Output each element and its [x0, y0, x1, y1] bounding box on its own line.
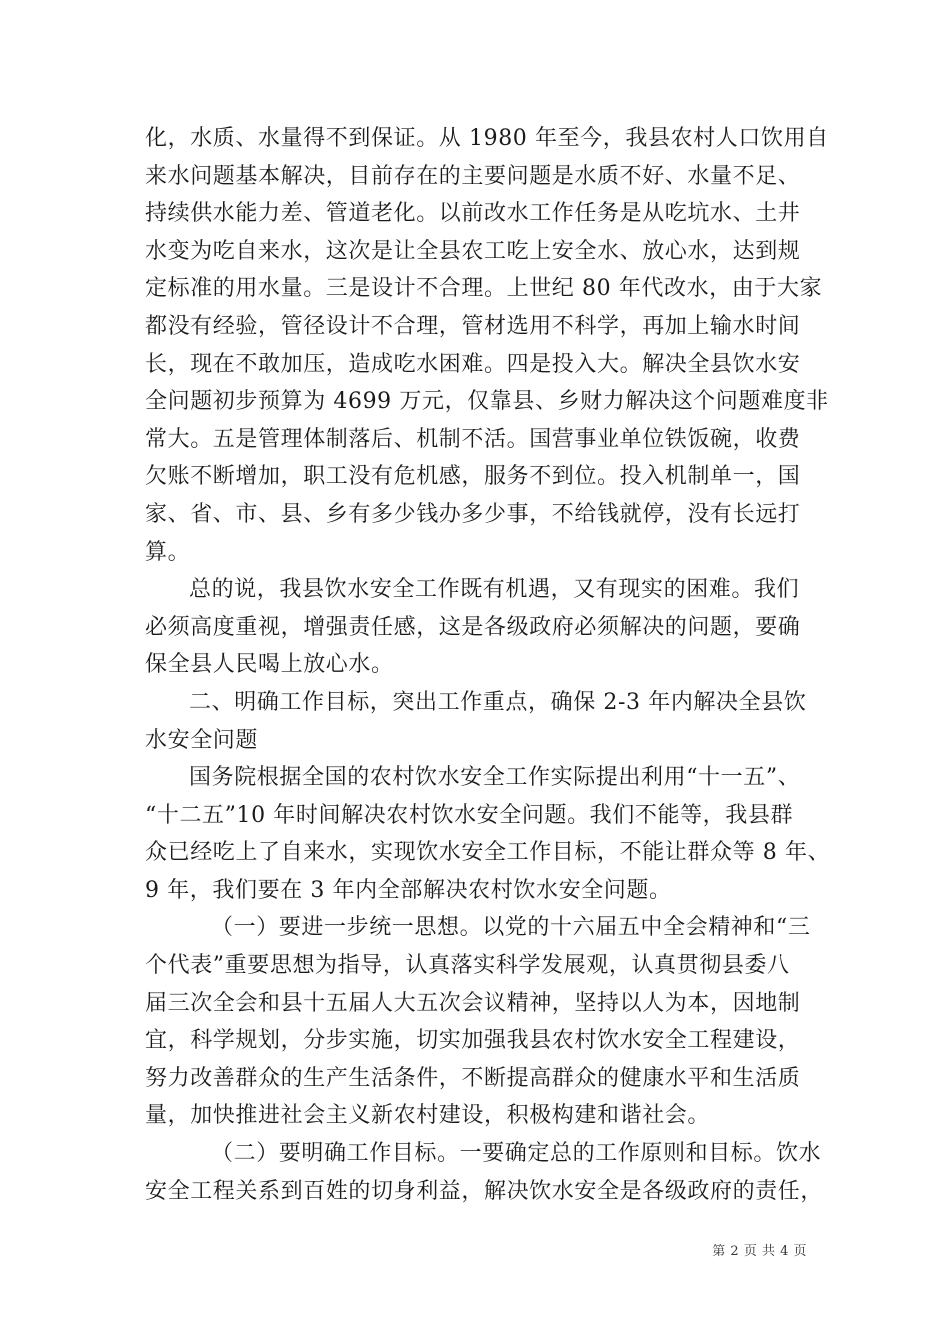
- page-indicator: 第 2 页 共 4 页: [712, 1244, 807, 1259]
- text-line: “十二五”10 年时间解决农村饮水安全问题。我们不能等，我县群: [145, 802, 794, 828]
- paragraph-start: 国务院根据全国的农村饮水安全工作实际提出利用“十一五”、: [189, 765, 801, 791]
- text-line: 欠账不断增加，职工没有危机感，服务不到位。投入机制单一，国: [145, 464, 801, 490]
- text-line: 都没有经验，管径设计不合理，管材选用不科学，再加上输水时间: [145, 313, 801, 339]
- section-heading: 二、明确工作目标，突出工作重点，确保 2-3 年内解决全县饮: [189, 689, 807, 715]
- text-line: 努力改善群众的生产生活条件，不断提高群众的健康水平和生活质: [145, 1065, 801, 1091]
- text-line: 算。: [145, 539, 191, 565]
- text-line: 届三次全会和县十五届人大五次会议精神，坚持以人为本，因地制: [145, 990, 801, 1016]
- text-line: 化，水质、水量得不到保证。从 1980 年至今，我县农村人口饮用自: [145, 126, 829, 151]
- text-line: 来水问题基本解决，目前存在的主要问题是水质不好、水量不足、: [145, 163, 801, 189]
- text-line: 9 年，我们要在 3 年内全部解决农村饮水安全问题。: [145, 877, 672, 903]
- text-line: 持续供水能力差、管道老化。以前改水工作任务是从吃坑水、土井: [145, 201, 801, 227]
- text-line: 宜，科学规划，分步实施，切实加强我县农村饮水安全工程建设，: [145, 1028, 801, 1054]
- text-line: 量，加快推进社会主义新农村建设，积极构建和谐社会。: [145, 1103, 711, 1129]
- text-line: 全问题初步预算为 4699 万元，仅靠县、乡财力解决这个问题难度非: [145, 389, 829, 415]
- text-line: 常大。五是管理体制落后、机制不活。国营事业单位铁饭碗，收费: [145, 426, 801, 452]
- document-body: [145, 120, 831, 1210]
- paragraph-start: 总的说，我县饮水安全工作既有机遇，又有现实的困难。我们: [189, 577, 800, 603]
- section-heading-cont: 水安全问题: [145, 727, 259, 753]
- text-line: 必须高度重视，增强责任感，这是各级政府必须解决的问题，要确: [145, 614, 801, 640]
- text-line: 个代表”重要思想为指导，认真落实科学发展观，认真贯彻县委八: [145, 953, 790, 979]
- text-line: 长，现在不敢加压，造成吃水困难。四是投入大。解决全县饮水安: [145, 351, 801, 377]
- text-line: 定标准的用水量。三是设计不合理。上世纪 80 年代改水，由于大家: [145, 276, 823, 302]
- subsection-start: （二）要明确工作目标。一要确定总的工作原则和目标。饮水: [211, 1141, 822, 1167]
- text-line: 家、省、市、县、乡有多少钱办多少事，不给钱就停，没有长远打: [145, 501, 801, 527]
- text-line: 保全县人民喝上放心水。: [145, 652, 394, 678]
- text-line: 安全工程关系到百姓的切身利益，解决饮水安全是各级政府的责任，: [145, 1178, 824, 1204]
- subsection-start: （一）要进一步统一思想。以党的十六届五中全会精神和“三: [211, 915, 811, 941]
- text-line: 众已经吃上了自来水，实现饮水安全工作目标，不能让群众等 8 年、: [145, 840, 831, 866]
- text-line: 水变为吃自来水，这次是让全县农工吃上安全水、放心水，达到规: [145, 238, 801, 264]
